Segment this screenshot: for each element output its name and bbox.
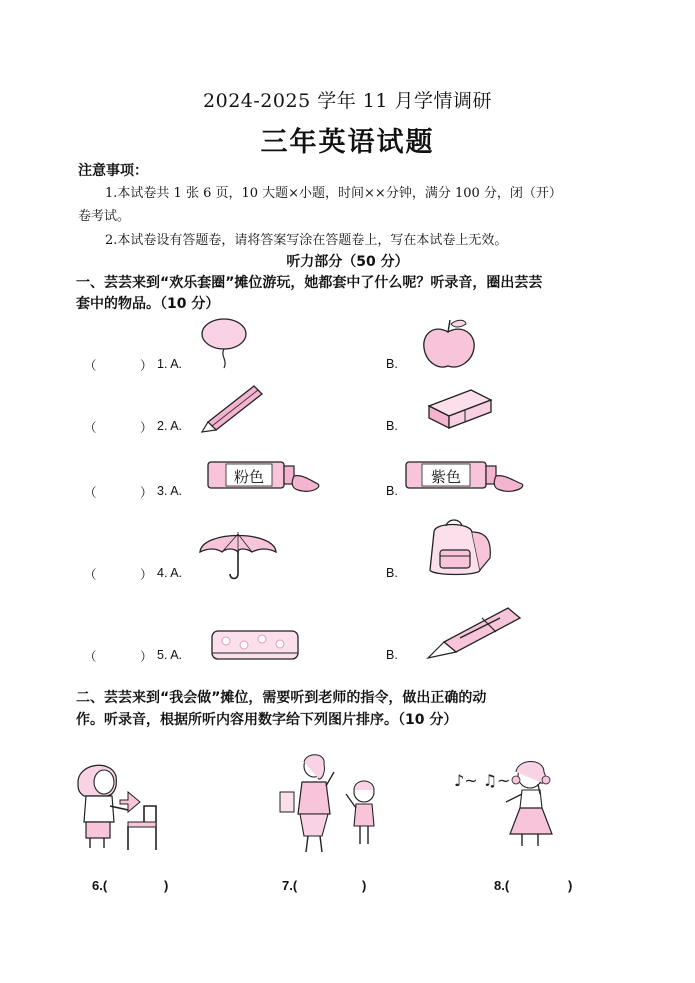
paint-tube-a[interactable] [206, 458, 326, 498]
pen-icon[interactable] [420, 604, 524, 660]
apple-icon[interactable] [420, 316, 480, 372]
answer-paren-open-3: （ [84, 486, 97, 500]
section1-instruction-line2: 套中的物品。（10 分） [76, 296, 220, 312]
section2-instruction-line1: 二、芸芸来到“我会做”摊位，需要听到老师的指令，做出正确的动 [76, 690, 487, 706]
exam-subtitle: 2024-2025 学年 11 月学情调研 [203, 90, 492, 112]
paint-tube-b[interactable] [404, 458, 528, 498]
pencil-case-icon[interactable] [210, 627, 302, 663]
listening-heading: 听力部分（50 分） [286, 254, 409, 270]
answer-paren-close-5: ） [140, 650, 153, 664]
teacher-greeting-girl-illustration[interactable] [270, 752, 390, 856]
umbrella-icon[interactable] [198, 522, 280, 582]
answer-slot-8-close: ) [568, 878, 573, 893]
backpack-icon[interactable] [420, 518, 496, 580]
answer-paren-open-2: （ [84, 421, 97, 435]
answer-slot-7-close: ) [362, 878, 367, 893]
answer-paren-close-2: ） [140, 421, 153, 435]
option-b-label-5: B. [386, 648, 398, 662]
balloon-icon[interactable] [200, 318, 250, 372]
note-line-1: 1.本试卷共 1 张 6 页，10 大题×小题，时间××分钟，满分 100 分，闭（开） [105, 186, 562, 201]
section1-instruction-line1: 一、芸芸来到“欢乐套圈”摊位游玩，她都套中了什么呢？听录音，圈出芸芸 [76, 275, 543, 291]
girl-push-chair-illustration[interactable] [72, 756, 168, 852]
answer-slot-6-close: ) [164, 878, 169, 893]
svg-text:♪~ ♫~: ♪~ ♫~ [454, 771, 511, 790]
answer-paren-close-1: ） [140, 359, 153, 373]
option-a-label-3: 3. A. [157, 484, 183, 498]
answer-slot-8-label: 8.( [494, 878, 510, 893]
section2-instruction-line2: 作。听录音，根据所听内容用数字给下列图片排序。（10 分） [76, 712, 458, 728]
pencil-icon[interactable] [198, 382, 266, 434]
exam-title: 三年英语试题 [260, 127, 435, 158]
option-b-label-2: B. [386, 419, 398, 433]
note-line-2: 2.本试卷设有答题卷，请将答案写涂在答题卷上，写在本试卷上无效。 [105, 233, 508, 248]
notes-heading: 注意事项： [78, 163, 148, 179]
girl-singing-illustration[interactable] [452, 758, 564, 850]
answer-paren-open-5: （ [84, 650, 97, 664]
option-b-label-3: B. [386, 484, 398, 498]
answer-slot-7-label: 7.( [282, 878, 298, 893]
option-a-label-4: 4. A. [157, 566, 183, 580]
note-line-1-cont: 卷考试。 [78, 209, 131, 224]
option-b-label-1: B. [386, 357, 398, 371]
paint-label-a: 粉色 [233, 468, 264, 486]
answer-slot-6-label: 6.( [92, 878, 108, 893]
option-a-label-1: 1. A. [157, 357, 183, 371]
answer-paren-open-4: （ [84, 568, 97, 582]
paint-label-b: 紫色 [430, 468, 461, 486]
option-a-label-5: 5. A. [157, 648, 183, 662]
answer-paren-close-4: ） [140, 568, 153, 582]
answer-paren-open-1: （ [84, 359, 97, 373]
eraser-icon[interactable] [425, 384, 497, 432]
option-a-label-2: 2. A. [157, 419, 183, 433]
option-b-label-4: B. [386, 566, 398, 580]
answer-paren-close-3: ） [140, 486, 153, 500]
